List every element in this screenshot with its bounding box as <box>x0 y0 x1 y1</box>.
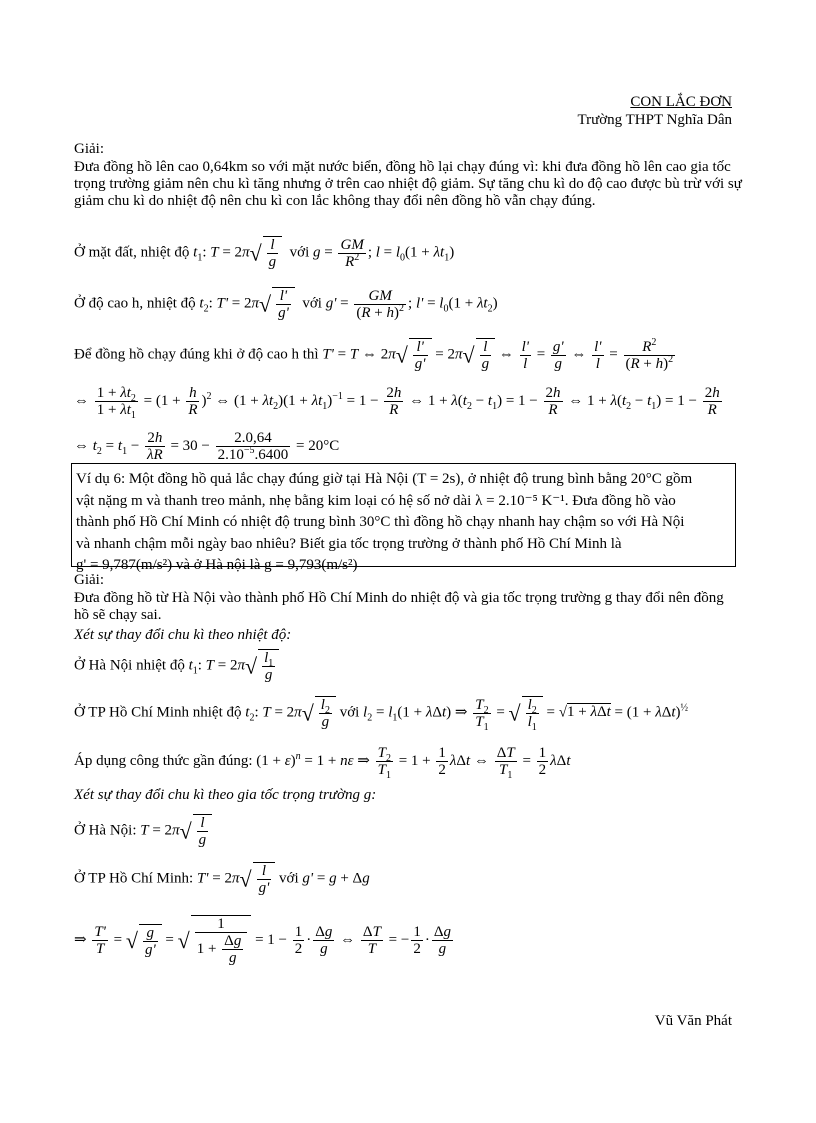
equation-hanoi: Ở Hà Nội: T = 2π√ $\frac{l}{g}$ <box>74 814 212 848</box>
heading-gravity: Xét sự thay đổi chu kì theo gia tốc trọng trường g: <box>74 787 377 803</box>
author-name: Vũ Văn Phát <box>654 1013 732 1029</box>
example-line-1: Ví dụ 6: Một đồng hồ quả lắc chạy đúng giờ tại Hà Nội (T = 2s), ở nhiệt độ trung bình bằng 20°C gồm <box>76 471 693 487</box>
equation-approx: Áp dụng công thức gần đúng: $(1 + \varepsilon)^n = 1 + n\varepsilon$ ⇒ $\frac{T_2}{T_1}$ = 1 + $\frac{1}{2}$ λΔt ⇔ $\frac{\Delta T}{T_1}$ = $\frac{1}{2}$ λΔt <box>74 745 571 781</box>
with-word-2: với <box>302 295 322 312</box>
school-name: Trường THPT Nghĩa Dân <box>577 112 732 128</box>
approx-prefix: Áp dụng công thức gần đúng: <box>74 752 253 769</box>
example-line-2: vật nặng m và thanh treo mảnh, nhẹ bằng kim loại có hệ số nở dài λ = 2.10⁻⁵ K⁻¹. Đưa đồng hồ vào <box>76 492 676 509</box>
example-6 <box>76 469 731 577</box>
solution-paragraph: Đưa đồng hồ lên cao 0,64km so với mặt nước biển, đồng hồ lại chạy đúng vì: khi đưa đồng hồ lên cao gia tốc trọng trường giảm nên chu kì tăng nhưng ở trên cao nhiệt độ giảm. Sự tăng chu kì do độ cao được bù trừ với sự giảm chu kì do nhiệt độ nên chu kì con lắc không thay đổi nên đồng hồ vẫn chạy đúng. <box>74 159 742 209</box>
page-title: CON LẮC ĐƠN <box>630 94 732 110</box>
equation-height: Ở độ cao h, nhiệt độ $t_2$: T' = 2π√ $\frac{l'}{g'}$ với g' = $\frac{GM}{(R + h)^2}$ ; $l' = l_0(1 + \lambda t_2)$ <box>74 287 498 321</box>
equation-hanoi-temp: Ở Hà Nội nhiệt độ $t_1$: T = 2π√ $\frac{l_1}{g}$ <box>74 649 279 683</box>
equation-hcm: Ở TP Hồ Chí Minh: T' = 2π√ $\frac{l}{g'}$ với g' = g + Δg <box>74 863 370 896</box>
equation-ground: Ở mặt đất, nhiệt độ $t_1$: T = 2π√ $\frac{l}{g}$ với g = $\frac{GM}{R^2}$ ; $l = l_0(1 + \lambda t_1)$ <box>74 236 455 270</box>
equation-expansion: ⇔ $\frac{1 + \lambda t_2}{1 + \lambda t_1}$ = (1 + $\frac{h}{R}$ )$^2$ ⇔ $(1 + \lambda t_2)(1 + \lambda t_1)^{-1} = 1$ − $\frac{2h}{R}$ ⇔ $1 + \lambda(t_2 - t_1) = 1$ − $\frac{2h}{R}$ ⇔ $1 + \lambda(t_2 - t_1) = 1$ − $\frac{2h}{R}$ <box>74 385 720 421</box>
heading-temperature: Xét sự thay đổi chu kì theo nhiệt độ: <box>74 627 292 643</box>
equation-gravity-ratio: ⇒ $\frac{T'}{T}$ = √ $\frac{g}{g'}$ = √ 1 1 + $\frac{\Delta g}{g}$ = 1 − $\frac{1}{2}$ · $\frac{\Delta g}{g}$ ⇔ $\frac{\Delta T}{T}$ = − $\frac{1}{2}$ · $\frac{\Delta g}{g}$ <box>74 916 451 966</box>
height-prefix: Ở độ cao h, nhiệt độ <box>74 295 196 312</box>
condition-prefix: Để đồng hồ chạy đúng khi ở độ cao h thì <box>74 346 319 363</box>
hanoi-prefix: Ở Hà Nội: <box>74 822 137 839</box>
solution2-paragraph: Đưa đồng hồ từ Hà Nội vào thành phố Hồ Chí Minh do nhiệt độ và gia tốc trọng trường g thay đổi nên đồng hồ sẽ chạy sai. <box>74 590 724 623</box>
hcm-temp-prefix: Ở TP Hồ Chí Minh nhiệt độ <box>74 704 242 721</box>
example-line-5: g' = 9,787(m/s²) và ở Hà nội là g = 9,793(m/s²) <box>76 557 358 573</box>
hanoi-temp-prefix: Ở Hà Nội nhiệt độ <box>74 657 185 674</box>
example-line-3: thành phố Hồ Chí Minh có nhiệt độ trung bình 30°C thì đồng hồ chạy nhanh hay chậm so với Hà Nội <box>76 514 685 530</box>
solution2-label: Giải: <box>74 572 104 588</box>
equation-result: ⇔ $t_2 = t_1$ − $\frac{2h}{\lambda R}$ = 30 − $\frac{2.0,64}{2.10^{-5}.6400}$ = 20°C <box>74 430 340 463</box>
example-line-4: và nhanh chậm mỗi ngày bao nhiêu? Biết gia tốc trọng trường ở thành phố Hồ Chí Minh là <box>76 535 622 552</box>
equation-hcm-temp: Ở TP Hồ Chí Minh nhiệt độ $t_2$: T = 2π√ $\frac{l_2}{g}$ với $l_2 = l_1(1 + \lambda\Delta t)$ ⇒ $\frac{T_2}{T_1}$ = √ $\frac{l_2}{l_1}$ = $√1 + \lambda\Delta t = (1 + \lambda\Delta t)^{\frac{1}{2}}$ <box>74 696 689 733</box>
solution-label: Giải: <box>74 141 104 157</box>
result-value: 20°C <box>308 437 340 454</box>
hcm-prefix: Ở TP Hồ Chí Minh: <box>74 870 194 887</box>
equation-condition: Để đồng hồ chạy đúng khi ở độ cao h thì T' = T ⇔ 2π√ $\frac{l'}{g'}$ = 2π√ $\frac{l}{g}$ ⇔ $\frac{l'}{l}$ = $\frac{g'}{g}$ ⇔ $\frac{l'}{l}$ = $\frac{R^2}{(R + h)^2}$ <box>74 336 674 372</box>
ground-prefix: Ở mặt đất, nhiệt độ <box>74 244 190 261</box>
with-word-1: với <box>289 244 310 261</box>
